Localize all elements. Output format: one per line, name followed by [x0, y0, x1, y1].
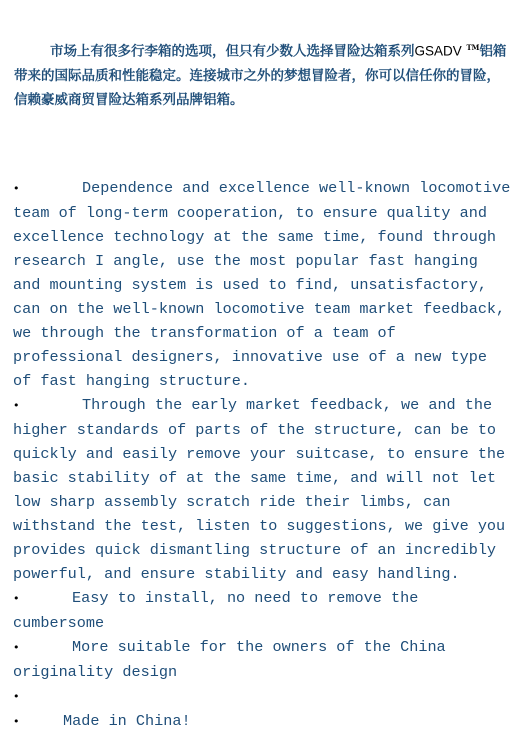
list-item — [13, 635, 511, 684]
list-item — [13, 176, 511, 393]
brand-name: GSADV — [414, 43, 462, 59]
list-item — [13, 586, 511, 635]
feature-bullet-list — [13, 176, 511, 734]
list-item — [13, 709, 511, 734]
intro-text-part1: 市场上有很多行李箱的选项，但只有少数人选择冒险达箱系列 — [50, 43, 415, 60]
bullet-text: Dependence and excellence well-known locomotive team of long-term cooperation, to ensure quality and excellence technology at the same time, found through research I angle, use the most popular fast hanging and mounting system is used to find, unsatisfactory, can on the well-known locomotive team market feedback, we through the transformation of a team of professional designers, innovative use of a new type of fast hanging structure. — [13, 179, 511, 390]
bullet-icon: • — [13, 592, 20, 605]
bullet-text: Through the early market feedback, we and the higher standards of parts of the structure, can be to quickly and easily remove your suitcase, to ensure the basic stability of at the same time, and will not let low sharp assembly scratch ride their limbs, can withstand the test, listen to suggestions, we give you provides quick dismantling structure of an incredibly powerful, and ensure stability and easy handling. — [13, 396, 506, 583]
bullet-text: Made in China! — [63, 712, 191, 730]
chinese-intro-paragraph — [14, 36, 510, 112]
bullet-icon: • — [13, 641, 20, 654]
list-item — [13, 393, 511, 586]
bullet-icon: • — [13, 690, 20, 703]
intro-text-part2: 铝箱带来的国际品质和性能稳定。连接城市之外的梦想冒险者，你可以信任你的冒险，信赖豪威商贸冒险达箱系列品牌铝箱。 — [14, 43, 507, 108]
bullet-icon: • — [13, 182, 20, 195]
bullet-text: Easy to install, no need to remove the cumbersome — [13, 589, 419, 632]
bullet-icon: • — [13, 715, 20, 728]
trademark-mark: TM — [466, 43, 480, 52]
bullet-text: More suitable for the owners of the China originality design — [13, 638, 446, 681]
bullet-icon: • — [13, 399, 20, 412]
list-item — [13, 684, 511, 709]
